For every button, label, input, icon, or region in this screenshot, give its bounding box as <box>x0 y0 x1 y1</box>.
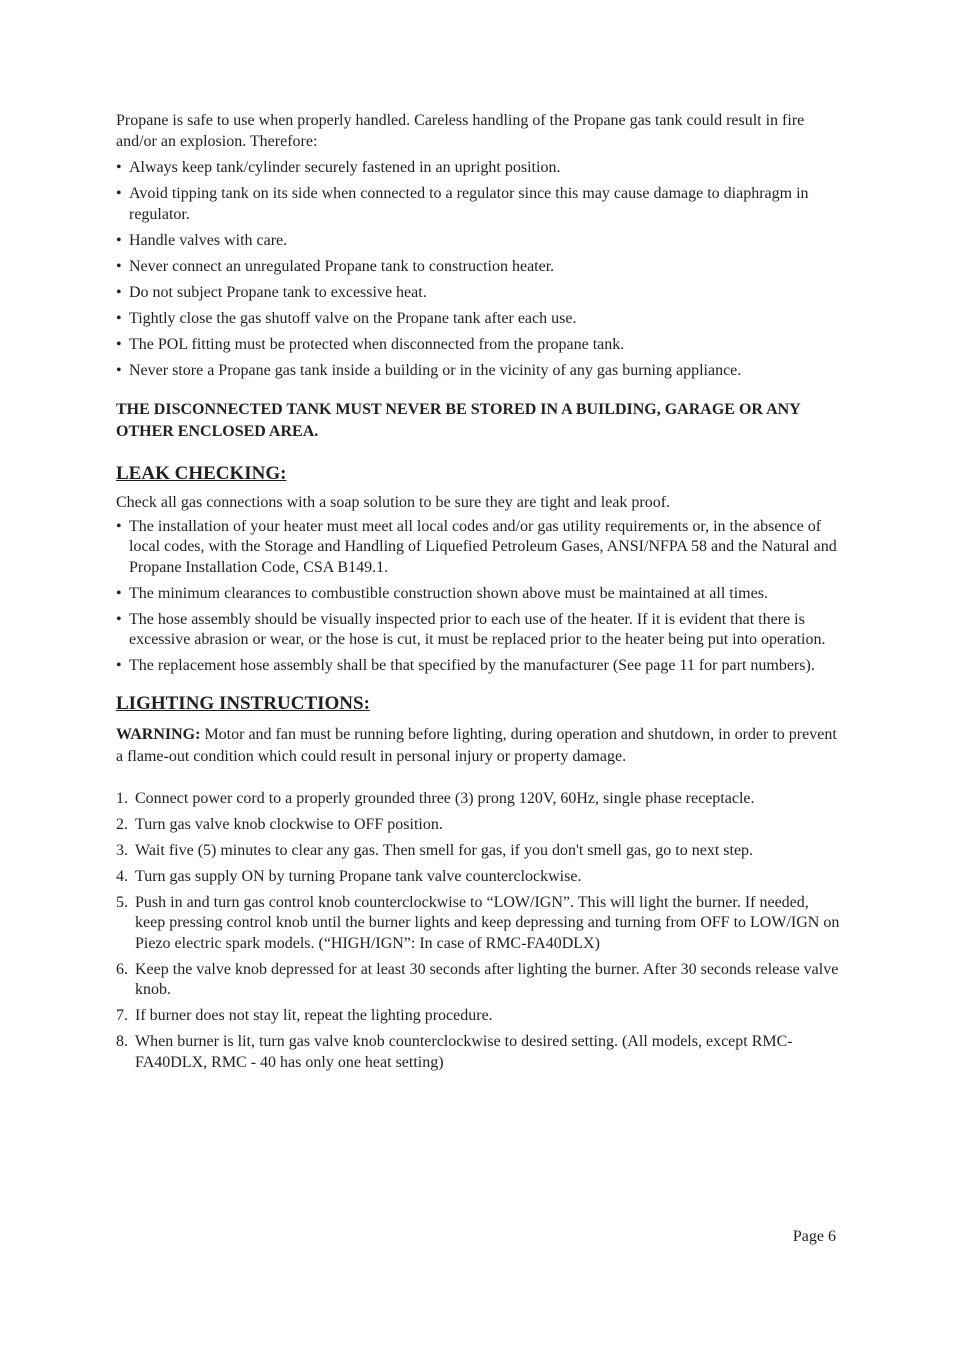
list-item: • Never store a Propane gas tank inside a building or in the vicinity of any gas burning appliance. <box>116 361 840 382</box>
propane-safety-list <box>116 158 840 381</box>
bullet-glyph: • <box>116 584 122 602</box>
bullet-glyph: • <box>116 657 122 674</box>
list-item: 7. If burner does not stay lit, repeat the lighting procedure. <box>116 1006 840 1027</box>
list-item: 2. Turn gas valve knob clockwise to OFF position. <box>116 815 840 836</box>
warning-label: WARNING: <box>116 725 201 743</box>
list-item: 3. Wait five (5) minutes to clear any gas. Then smell for gas, if you don't smell gas, go to next step. <box>116 841 840 862</box>
step-number: 3. <box>116 841 128 859</box>
leak-checking-intro: Check all gas connections with a soap solution to be sure they are tight and leak proof. <box>116 494 671 511</box>
list-item: • The minimum clearances to combustible construction shown above must be maintained at all times. <box>116 584 840 605</box>
leak-checking-list <box>116 517 840 677</box>
step-number: 2. <box>116 815 128 833</box>
list-item: 5. Push in and turn gas control knob counterclockwise to “LOW/IGN”. This will light the burner. If needed, keep pressing control knob until the burner lights and keep depressing and turning from OFF to LOW/IGN on Piezo electric spark models. (“HIGH/IGN”: In case of RMC-FA40DLX) <box>116 893 840 952</box>
bullet-glyph: • <box>116 610 122 628</box>
step-number: 5. <box>116 893 128 911</box>
list-item: • Do not subject Propane tank to excessive heat. <box>116 283 840 304</box>
bullet-glyph: • <box>116 283 122 301</box>
step-number: 8. <box>116 1033 128 1050</box>
list-item: • The installation of your heater must meet all local codes and/or gas utility requirements or, in the absence of local codes, with the Storage and Handling of Liquefied Petroleum Gases, ANSI/NFPA 58 and the Natural and Propane Installation Code, CSA B149.1. <box>116 517 837 576</box>
warning-text: Motor and fan must be running before lighting, during operation and shutdown, in order to prevent a flame-out condition which could result in personal injury or property damage. <box>116 725 837 765</box>
propane-safety-intro: Propane is safe to use when properly handled. Careless handling of the Propane gas tank could result in fire and/or an explosion. Therefore: <box>116 112 805 150</box>
list-item: • Never connect an unregulated Propane tank to construction heater. <box>116 257 840 278</box>
lighting-steps-list <box>116 789 840 1074</box>
list-item: • The hose assembly should be visually inspected prior to each use of the heater. If it is evident that there is excessive abrasion or wear, or the hose is cut, it must be replaced prior to the heater being put into operation. <box>116 610 826 648</box>
bullet-glyph: • <box>116 517 122 535</box>
list-item: 6. Keep the valve knob depressed for at least 30 seconds after lighting the burner. After 30 seconds release valve knob. <box>116 960 839 998</box>
step-number: 4. <box>116 867 128 885</box>
bullet-glyph: • <box>116 309 122 327</box>
lighting-warning <box>116 724 840 768</box>
storage-warning: THE DISCONNECTED TANK MUST NEVER BE STORED IN A BUILDING, GARAGE OR ANY OTHER ENCLOSED AREA. <box>116 401 801 440</box>
step-number: 6. <box>116 960 128 978</box>
page-number: Page 6 <box>792 1228 836 1245</box>
list-item: • Tightly close the gas shutoff valve on the Propane tank after each use. <box>116 309 840 330</box>
list-item: • Handle valves with care. <box>116 231 840 252</box>
bullet-glyph: • <box>116 185 122 202</box>
list-item: • Avoid tipping tank on its side when connected to a regulator since this may cause damage to diaphragm in regulator. <box>116 185 809 223</box>
bullet-glyph: • <box>116 231 122 249</box>
lighting-instructions-heading: LIGHTING INSTRUCTIONS: <box>116 692 370 714</box>
list-item: 4. Turn gas supply ON by turning Propane tank valve counterclockwise. <box>116 867 840 888</box>
list-item: 8. When burner is lit, turn gas valve knob counterclockwise to desired setting. (All models, except RMC-FA40DLX, RMC - 40 has only one heat setting) <box>116 1033 793 1071</box>
bullet-glyph: • <box>116 335 122 353</box>
bullet-glyph: • <box>116 361 122 379</box>
bullet-glyph: • <box>116 257 122 275</box>
bullet-glyph: • <box>116 159 122 176</box>
manual-page-content <box>116 111 840 1079</box>
leak-checking-heading: LEAK CHECKING: <box>116 463 287 484</box>
step-number: 1. <box>116 789 128 807</box>
list-item: 1. Connect power cord to a properly grounded three (3) prong 120V, 60Hz, single phase receptacle. <box>116 789 840 810</box>
list-item: • Always keep tank/cylinder securely fastened in an upright position. <box>116 158 840 179</box>
step-number: 7. <box>116 1007 128 1024</box>
list-item: • The replacement hose assembly shall be that specified by the manufacturer (See page 11 for part numbers). <box>116 656 840 677</box>
list-item: • The POL fitting must be protected when disconnected from the propane tank. <box>116 335 840 356</box>
